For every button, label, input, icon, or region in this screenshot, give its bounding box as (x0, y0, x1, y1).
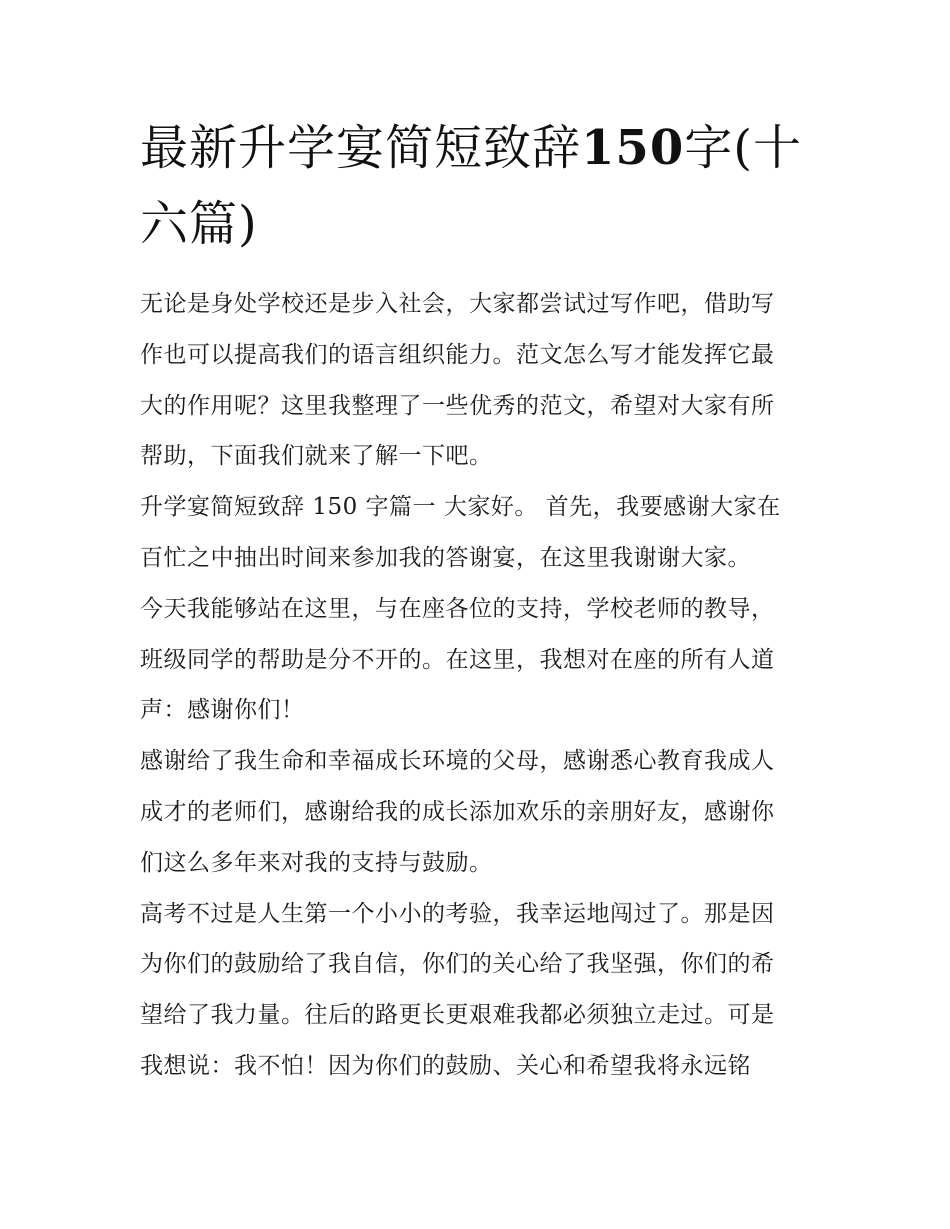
text-line: 感谢给了我生命和幸福成长环境的父母，感谢悉心教育我成人 (140, 748, 775, 775)
paragraph-speech-opening (140, 482, 820, 584)
paragraph-intro (140, 279, 820, 482)
text-line: 为你们的鼓励给了我自信，你们的关心给了我坚强，你们的希 (140, 951, 775, 978)
text-line: 百忙之中抽出时间来参加我的答谢宴，在这里我谢谢大家。 (140, 544, 751, 571)
text-line: 班级同学的帮助是分不开的。在这里，我想对在座的所有人道 (140, 646, 775, 673)
text-line: 大的作用呢？这里我整理了一些优秀的范文，希望对大家有所 (140, 392, 775, 419)
paragraph-thanks-family (140, 736, 820, 888)
title-number: 150 (581, 120, 685, 176)
title-text-part1: 最新升学宴简短致辞 (140, 120, 582, 176)
text-line: 升学宴简短致辞 150 字篇一 大家好。 首先，我要感谢大家在 (140, 494, 781, 521)
text-line: 帮助，下面我们就来了解一下吧。 (140, 443, 493, 470)
text-line: 声：感谢你们！ (140, 697, 305, 724)
text-line: 成才的老师们，感谢给我的成长添加欢乐的亲朋好友，感谢你 (140, 798, 775, 825)
text-line: 无论是身处学校还是步入社会，大家都尝试过写作吧，借助写 (140, 291, 775, 317)
paragraph-exam (140, 889, 820, 1092)
text-line: 望给了我力量。往后的路更长更艰难我都必须独立走过。可是 (140, 1002, 775, 1029)
text-line: 作也可以提高我们的语言组织能力。范文怎么写才能发挥它最 (140, 341, 775, 368)
text-line: 高考不过是人生第一个小小的考验，我幸运地闯过了。那是因 (140, 900, 775, 927)
document-title (140, 110, 820, 262)
paragraph-thanks-all (140, 584, 820, 736)
text-line: 们这么多年来对我的支持与鼓励。 (140, 849, 493, 876)
text-line: 今天我能够站在这里，与在座各位的支持，学校老师的教导， (140, 595, 775, 622)
title-text-part2: 字(十 (684, 120, 802, 176)
title-text-line2: 六篇) (140, 196, 258, 252)
document-body (140, 279, 820, 1092)
text-line: 我想说：我不怕！因为你们的鼓励、关心和希望我将永远铭 (140, 1052, 751, 1079)
